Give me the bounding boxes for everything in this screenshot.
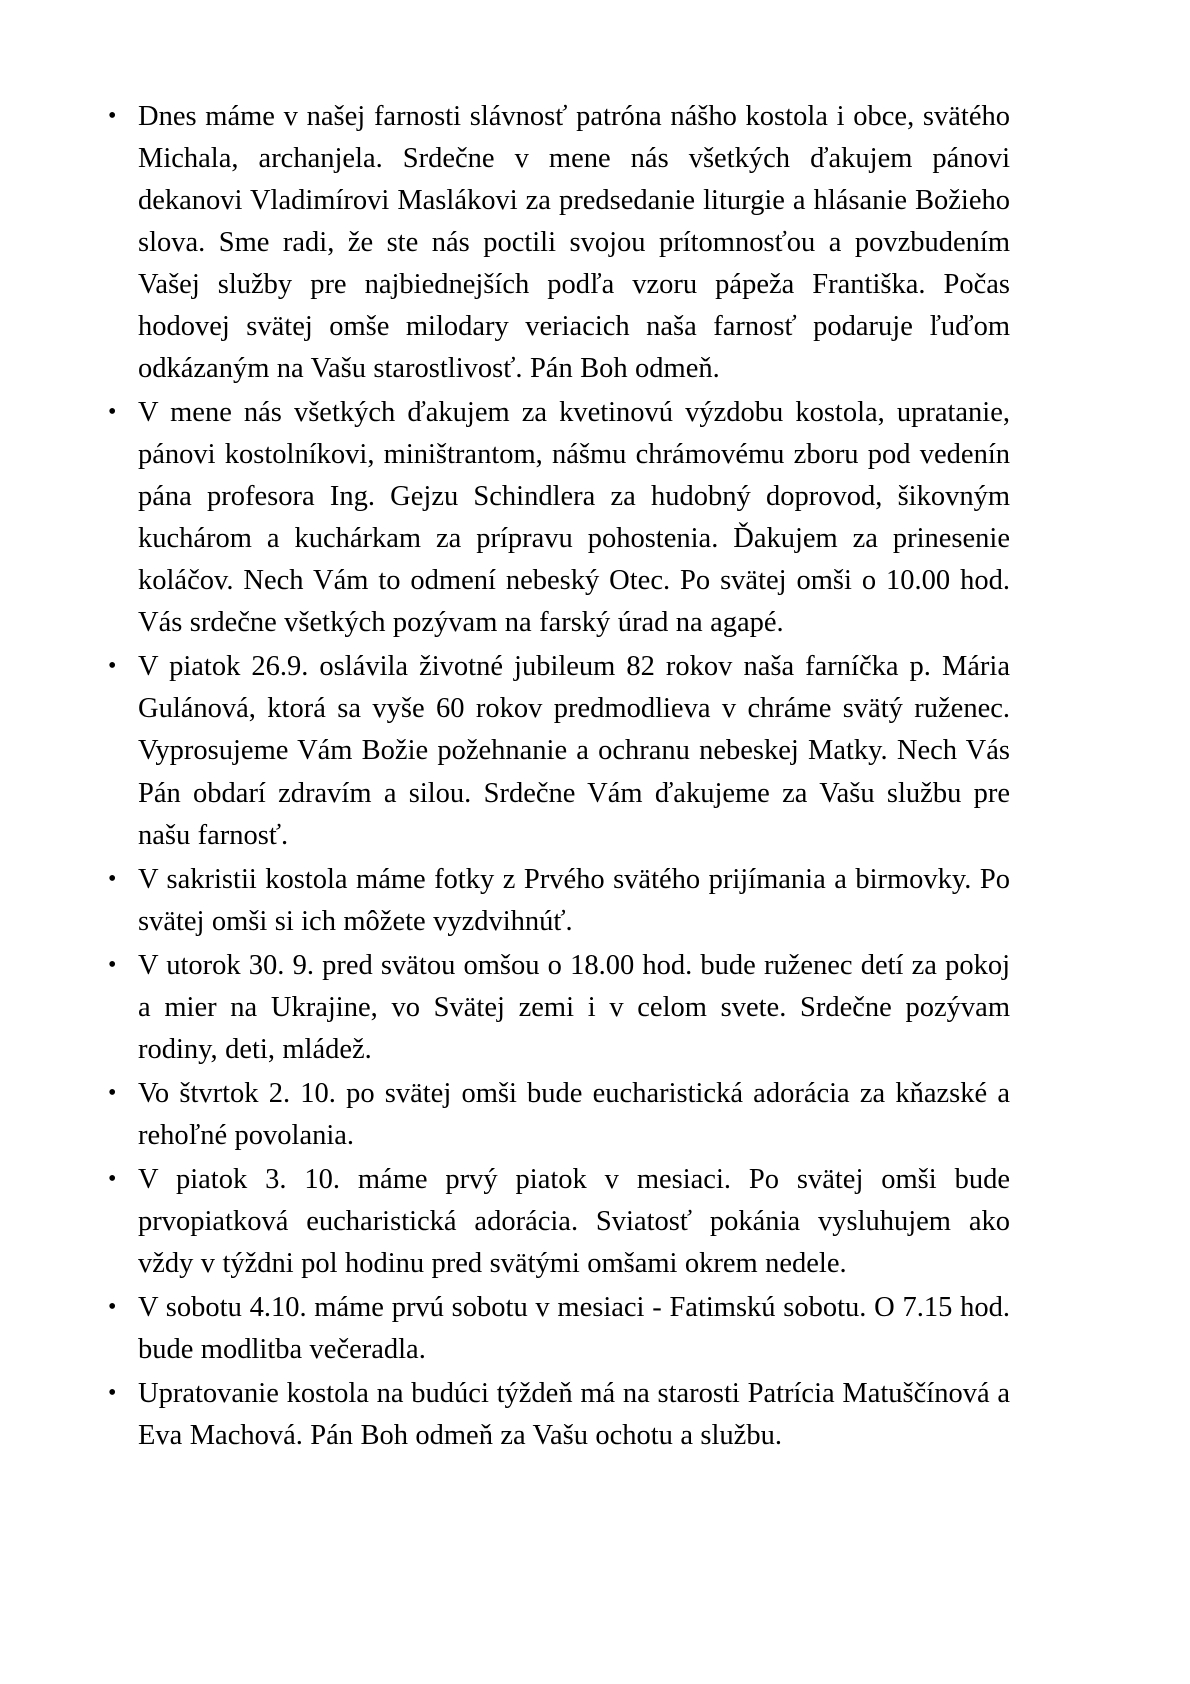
announcement-text: Upratovanie kostola na budúci týždeň má na starosti Patrícia Matuščínová a Eva Machová. Pán Boh odmeň za Vašu ochotu a službu. [138,1377,1010,1451]
announcement-text: V piatok 26.9. oslávila životné jubileum 82 rokov naša farníčka p. Mária Gulánová, ktorá sa vyše 60 rokov predmodlieva v chráme svätý ruženec. Vyprosujeme Vám Božie požehnanie a ochranu nebeskej Matky. Nech Vás Pán obdarí zdravím a silou. Srdečne Vám ďakujeme za Vašu službu pre našu farnosť. [138,651,1010,851]
announcement-text: V sakristii kostola máme fotky z Prvého svätého prijímania a birmovky. Po svätej omši si ich môžete vyzdvihnúť. [138,863,1010,937]
list-item [98,1373,1010,1457]
list-item [98,96,1010,390]
list-item [98,859,1010,943]
announcement-text: Dnes máme v našej farnosti slávnosť patróna nášho kostola i obce, svätého Michala, archanjela. Srdečne v mene nás všetkých ďakujem pánovi dekanovi Vladimírovi Maslákovi za predsedanie liturgie a hlásanie Božieho slova. Sme radi, že ste nás poctili svojou prítomnosťou a povzbudením Vašej služby pre najbiednejších podľa vzoru pápeža Františka. Počas hodovej svätej omše milodary veriacich naša farnosť podaruje ľuďom odkázaným na Vašu starostlivosť. Pán Boh odmeň. [138,101,1010,385]
list-item [98,1159,1010,1285]
announcement-text: V utorok 30. 9. pred svätou omšou o 18.00 hod. bude ruženec detí za pokoj a mier na Ukrajine, vo Svätej zemi i v celom svete. Srdečne pozývam rodiny, deti, mládež. [138,949,1010,1065]
list-item [98,945,1010,1071]
announcement-text: Vo štvrtok 2. 10. po svätej omši bude eucharistická adorácia za kňazské a rehoľné povolania. [138,1077,1010,1151]
list-item [98,392,1010,644]
list-item [98,1287,1010,1371]
announcement-text: V sobotu 4.10. máme prvú sobotu v mesiaci - Fatimskú sobotu. O 7.15 hod. bude modlitba večeradla. [138,1291,1010,1365]
list-item [98,646,1010,856]
announcement-list-container [98,96,1010,1459]
list-item [98,1073,1010,1157]
announcement-text: V piatok 3. 10. máme prvý piatok v mesiaci. Po svätej omši bude prvopiatková eucharistická adorácia. Sviatosť pokánia vysluhujem ako vždy v týždni pol hodinu pred svätými omšami okrem nedele. [138,1163,1010,1279]
announcement-text: V mene nás všetkých ďakujem za kvetinovú výzdobu kostola, upratanie, pánovi kostolníkovi, miništrantom, nášmu chrámovému zboru pod vedenín pána profesora Ing. Gejzu Schindlera za hudobný doprovod, šikovným kuchárom a kuchárkam za prípravu pohostenia. Ďakujem za prinesenie koláčov. Nech Vám to odmení nebeský Otec. Po svätej omši o 10.00 hod. Vás srdečne všetkých pozývam na farský úrad na agapé. [138,397,1010,639]
announcement-list [98,96,1010,1457]
